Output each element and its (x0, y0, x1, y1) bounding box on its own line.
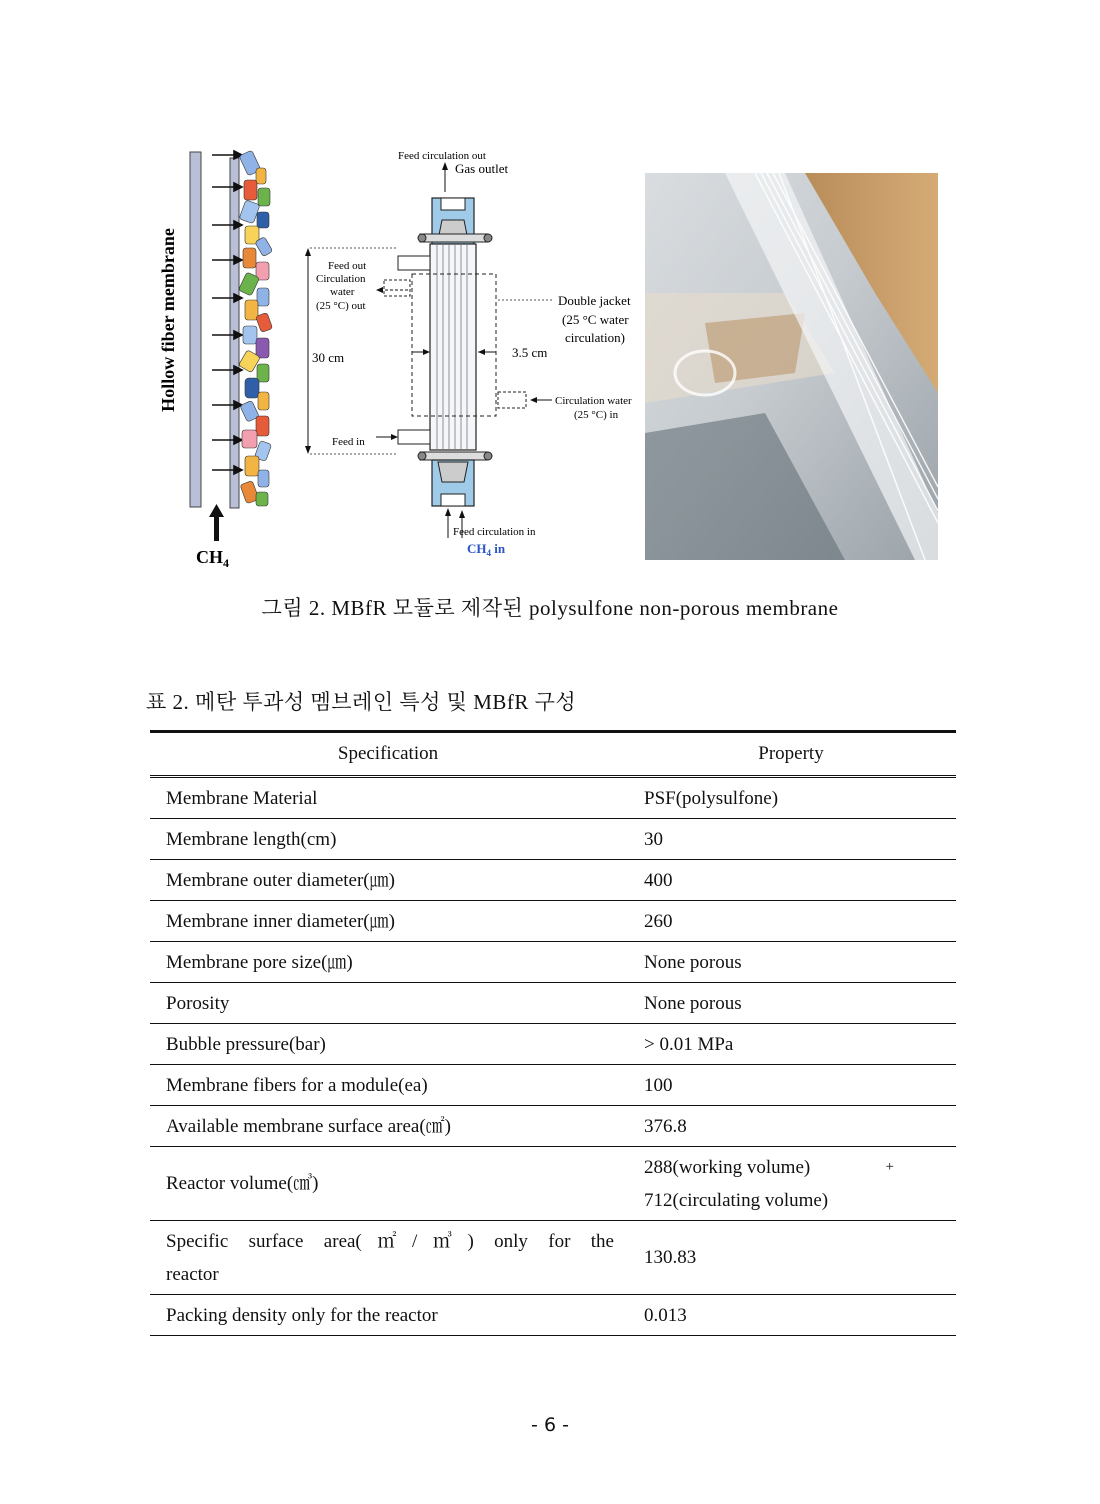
hollow-fiber-panel (158, 150, 273, 570)
membrane-vertical-label: Hollow fiber membrane (158, 228, 178, 412)
circ-in-line1: Circulation water (555, 395, 632, 407)
figure-2 (150, 140, 950, 570)
spec-cell: Membrane outer diameter(㎛) (150, 860, 626, 901)
prop-line-working: 288(working volume) (644, 1156, 811, 1178)
prop-cell: > 0.01 MPa (626, 1024, 956, 1065)
spec-cell: Packing density only for the reactor (150, 1295, 626, 1336)
spec-cell: Reactor volume(㎤) (150, 1147, 626, 1221)
circ-out-line1: Circulation (316, 273, 366, 285)
table-row (150, 819, 956, 860)
length-label: 30 cm (312, 350, 345, 365)
table-header-row (150, 732, 956, 777)
double-jacket-line2: (25 °C water (562, 312, 629, 327)
prop-cell: PSF(polysulfone) (626, 777, 956, 819)
table-row (150, 1295, 956, 1336)
ch4-in-label: $CH_4$ in (467, 541, 506, 558)
feed-circulation-in-label: Feed circulation in (453, 526, 536, 538)
feed-out-label: Feed out (328, 260, 367, 272)
spec-cell: Membrane length(cm) (150, 819, 626, 860)
prop-cell: 376.8 (626, 1106, 956, 1147)
ch4-label: $CH_4$ (196, 547, 229, 570)
diameter-label: 3.5 cm (512, 345, 548, 360)
spec-line-2: reactor (166, 1263, 219, 1285)
prop-cell: 0.013 (626, 1295, 956, 1336)
header-specification: Specification (150, 732, 626, 777)
table-row (150, 1147, 956, 1221)
double-jacket-line3: circulation) (565, 330, 625, 345)
table-row (150, 1106, 956, 1147)
ch4-up-arrow (209, 504, 224, 541)
circ-in-line2: (25 °C) in (574, 409, 619, 421)
spec-cell: Membrane fibers for a module(ea) (150, 1065, 626, 1106)
spec-cell-multiline (150, 1221, 626, 1295)
figure-caption: 그림 2. MBfR 모듈로 제작된 polysulfone non-porous membrane (261, 596, 839, 620)
gas-outlet-label: Gas outlet (455, 161, 509, 176)
double-jacket-line1: Double jacket (558, 293, 631, 308)
spec-cell: Available membrane surface area(㎠) (150, 1106, 626, 1147)
spec-cell: Membrane Material (150, 777, 626, 819)
prop-cell: None porous (626, 983, 956, 1024)
prop-cell: None porous (626, 942, 956, 983)
feed-circulation-out-label: Feed circulation out (398, 150, 486, 162)
prop-cell: 260 (626, 901, 956, 942)
biofilm-cells (238, 150, 272, 506)
table-row (150, 983, 956, 1024)
table-row (150, 942, 956, 983)
spec-line-1: Specific surface area(㎡/㎥) only for the (166, 1230, 614, 1252)
page-number: - 6 - (531, 1414, 569, 1436)
prop-cell: 400 (626, 860, 956, 901)
prop-cell-multiline (626, 1147, 956, 1221)
prop-plus: + (885, 1158, 894, 1175)
header-property: Property (626, 732, 956, 777)
prop-cell: 130.83 (626, 1221, 956, 1295)
table-row (150, 1024, 956, 1065)
spec-cell: Membrane inner diameter(㎛) (150, 901, 626, 942)
reactor-diagram (305, 150, 632, 558)
membrane-module-photo (645, 173, 938, 560)
spec-cell: Porosity (150, 983, 626, 1024)
table-row (150, 1221, 956, 1295)
table-row (150, 777, 956, 819)
prop-line-circulating: 712(circulating volume) (644, 1189, 829, 1211)
prop-cell: 30 (626, 819, 956, 860)
table-row (150, 901, 956, 942)
membrane-wall-outer (190, 152, 201, 507)
circ-out-line2: water (330, 286, 355, 298)
table-row (150, 860, 956, 901)
table-row (150, 1065, 956, 1106)
circ-out-line3: (25 °C) out (316, 300, 366, 312)
feed-in-label: Feed in (332, 436, 365, 448)
table-title: 표 2. 메탄 투과성 멤브레인 특성 및 MBfR 구성 (146, 690, 577, 714)
prop-cell: 100 (626, 1065, 956, 1106)
spec-table (150, 730, 956, 1336)
spec-cell: Membrane pore size(㎛) (150, 942, 626, 983)
spec-cell: Bubble pressure(bar) (150, 1024, 626, 1065)
